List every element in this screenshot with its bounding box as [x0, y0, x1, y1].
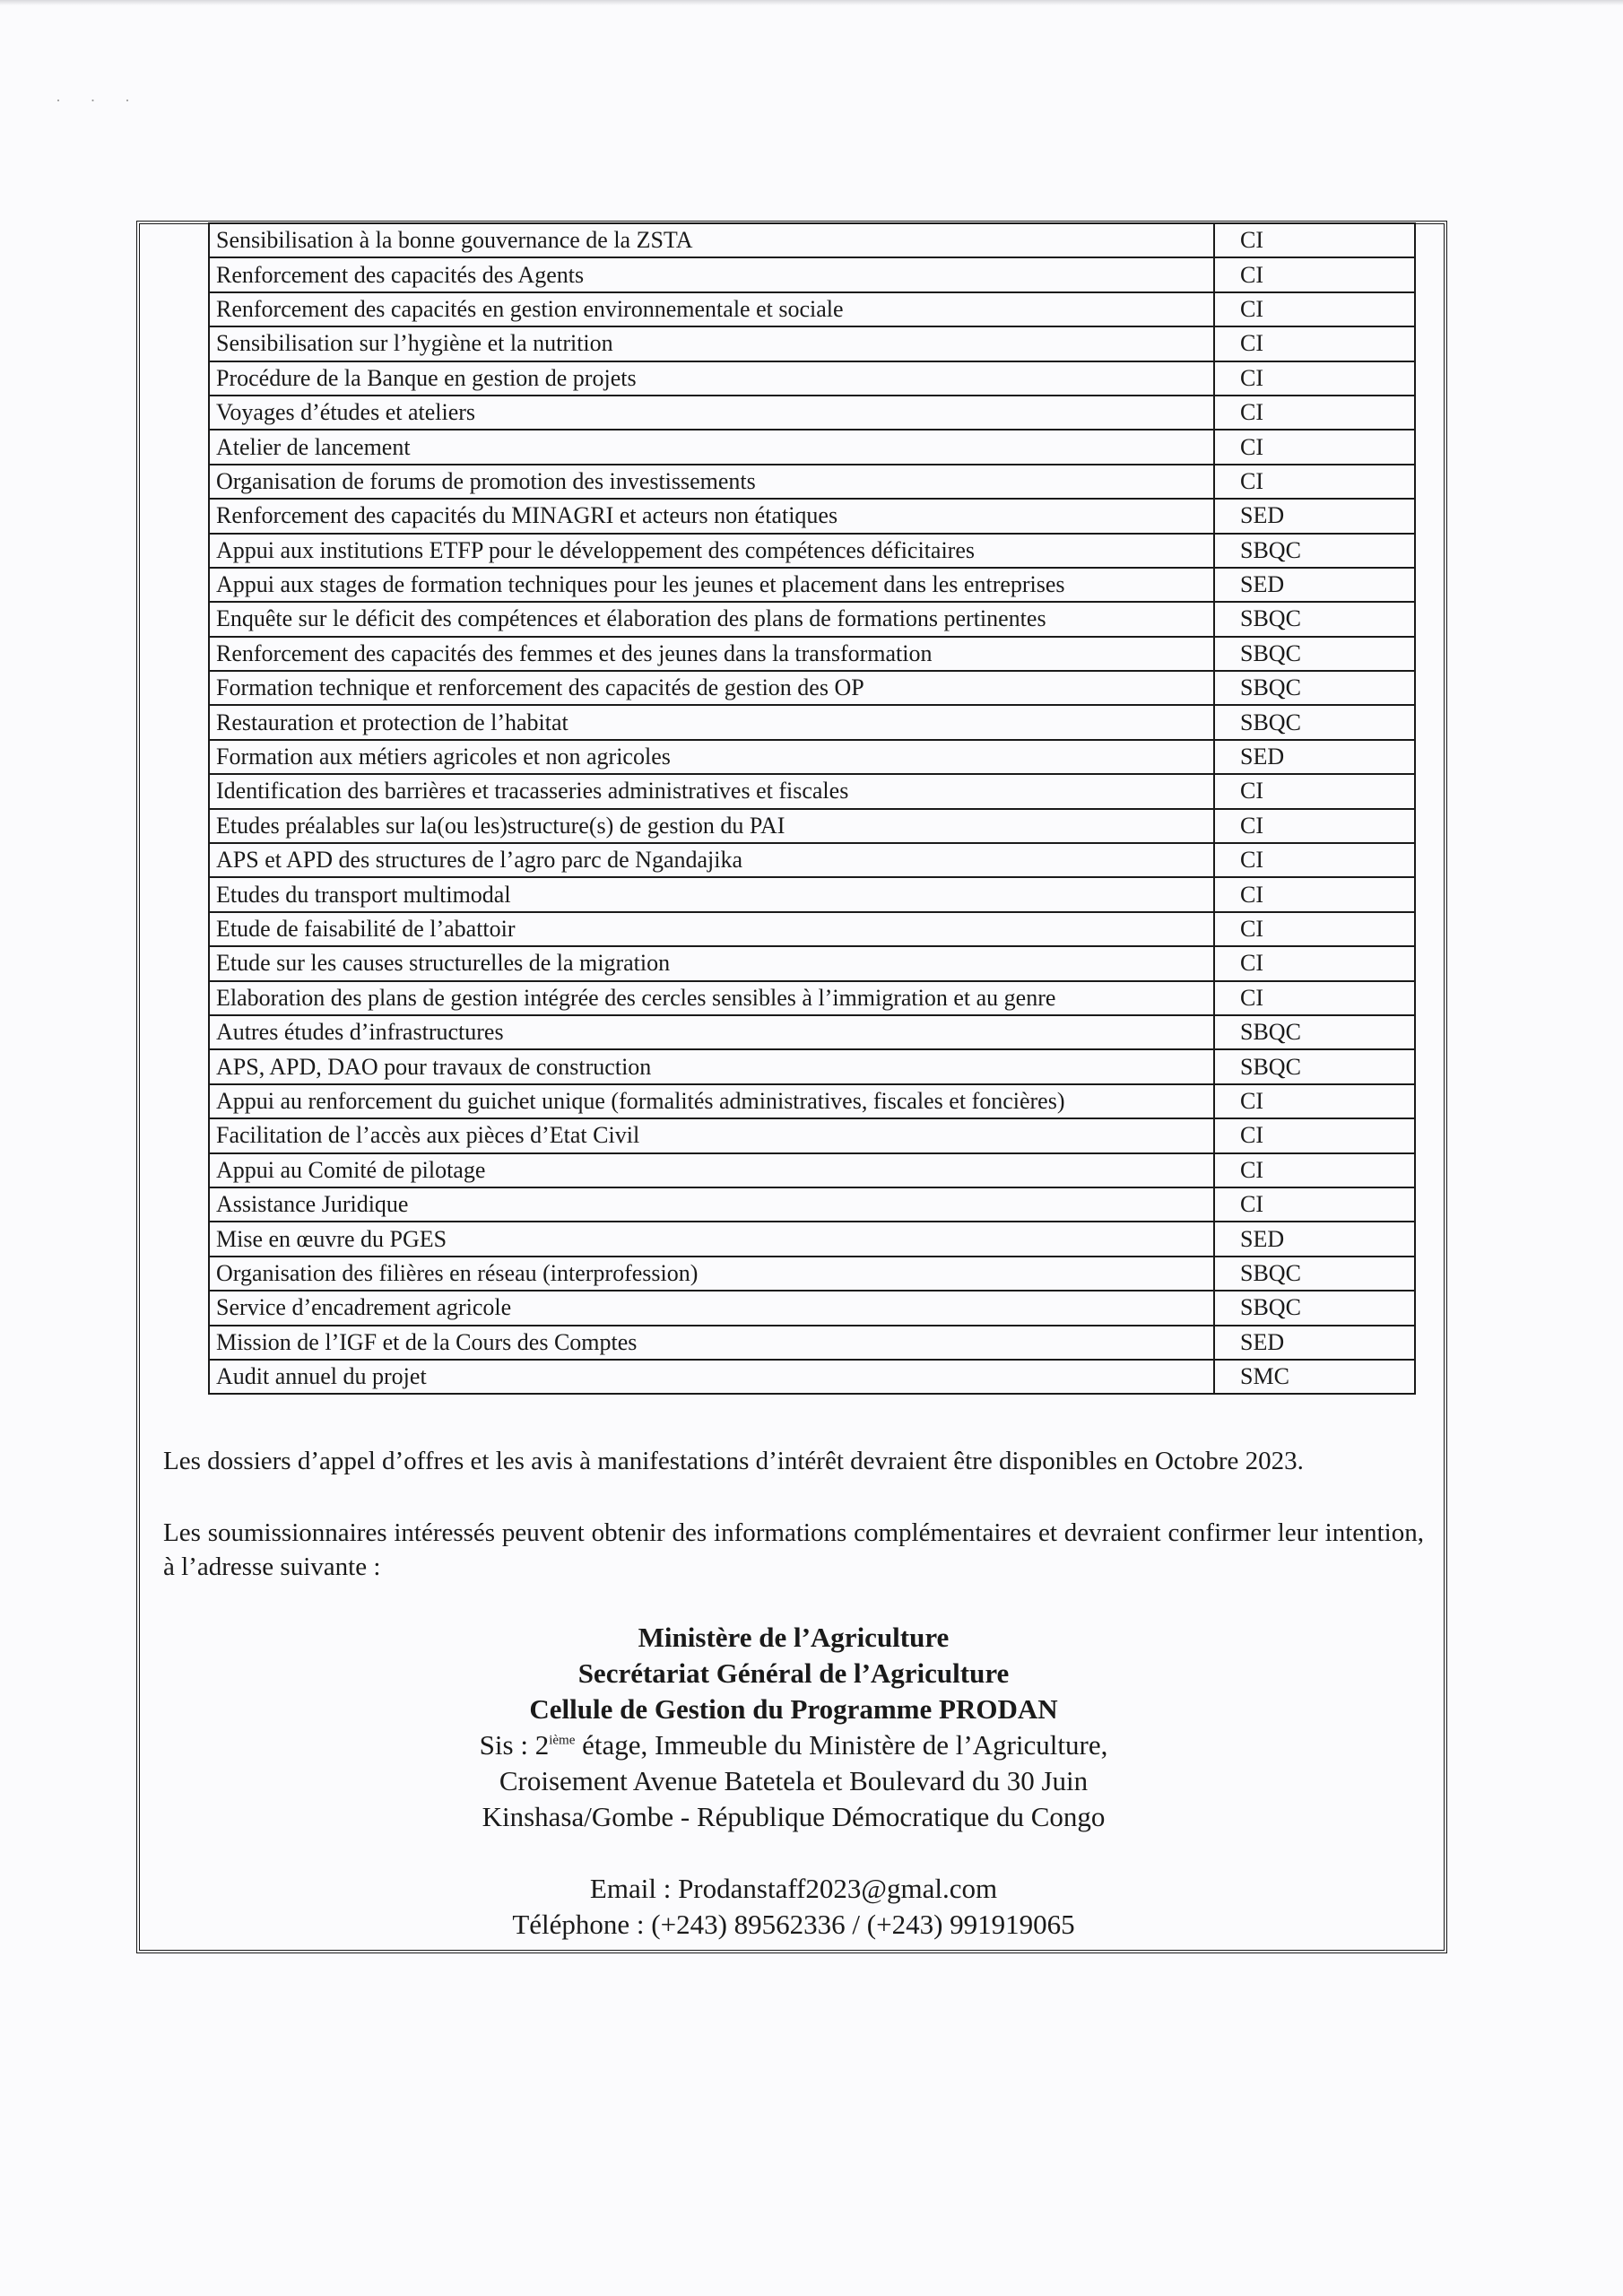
table-row: [209, 499, 1415, 533]
table-row: [209, 981, 1415, 1015]
method-cell: SBQC: [1214, 1257, 1415, 1291]
activity-cell: Restauration et protection de l’habitat: [209, 705, 1214, 739]
table-row: [209, 705, 1415, 739]
table-row: [209, 877, 1415, 911]
table-row: [209, 1187, 1415, 1222]
table-row: [209, 774, 1415, 808]
activity-cell: Autres études d’infrastructures: [209, 1015, 1214, 1049]
activity-cell: Etudes du transport multimodal: [209, 877, 1214, 911]
method-cell: CI: [1214, 430, 1415, 464]
method-cell: CI: [1214, 981, 1415, 1015]
method-cell: CI: [1214, 361, 1415, 396]
table-row: [209, 257, 1415, 291]
address-street: Croisement Avenue Batetela et Boulevard du 30 Juin: [499, 1765, 1089, 1796]
method-cell: CI: [1214, 843, 1415, 877]
table-row: [209, 671, 1415, 705]
table-row: [209, 602, 1415, 636]
table-row: [209, 1153, 1415, 1187]
contact-email[interactable]: Email : Prodanstaff2023@gmal.com: [589, 1873, 998, 1904]
activity-cell: Mise en œuvre du PGES: [209, 1222, 1214, 1256]
method-cell: CI: [1214, 1153, 1415, 1187]
activity-cell: Renforcement des capacités des Agents: [209, 257, 1214, 291]
method-cell: SBQC: [1214, 705, 1415, 739]
method-cell: SED: [1214, 1222, 1415, 1256]
activity-cell: Atelier de lancement: [209, 430, 1214, 464]
method-cell: CI: [1214, 223, 1415, 257]
activity-cell: Appui aux institutions ETFP pour le développement des compétences déficitaires: [209, 534, 1214, 568]
activity-cell: Elaboration des plans de gestion intégrée des cercles sensibles à l’immigration et au genre: [209, 981, 1214, 1015]
table-row: [209, 740, 1415, 774]
table-row: [209, 223, 1415, 257]
method-cell: CI: [1214, 465, 1415, 499]
table-row: [209, 568, 1415, 602]
table-row: [209, 1291, 1415, 1325]
method-cell: SED: [1214, 568, 1415, 602]
table-row: [209, 1257, 1415, 1291]
address-floor-rest: étage, Immeuble du Ministère de l’Agriculture,: [575, 1729, 1108, 1761]
method-cell: SED: [1214, 1326, 1415, 1360]
activity-cell: Appui au Comité de pilotage: [209, 1153, 1214, 1187]
activity-cell: APS, APD, DAO pour travaux de construction: [209, 1049, 1214, 1083]
table-row: [209, 1222, 1415, 1256]
contact-address-block: [163, 1620, 1424, 1943]
method-cell: CI: [1214, 877, 1415, 911]
activity-cell: Facilitation de l’accès aux pièces d’Etat Civil: [209, 1118, 1214, 1152]
method-cell: CI: [1214, 774, 1415, 808]
activity-cell: Voyages d’études et ateliers: [209, 396, 1214, 430]
table-row: [209, 1360, 1415, 1394]
activity-cell: Appui au renforcement du guichet unique (formalités administratives, fiscales et foncières): [209, 1084, 1214, 1118]
activity-cell: Organisation des filières en réseau (interprofession): [209, 1257, 1214, 1291]
method-cell: SBQC: [1214, 602, 1415, 636]
contact-phone[interactable]: Téléphone : (+243) 89562336 / (+243) 991919065: [512, 1909, 1075, 1940]
method-cell: CI: [1214, 1084, 1415, 1118]
address-floor: [163, 1727, 1424, 1763]
table-row: [209, 465, 1415, 499]
activity-cell: Appui aux stages de formation techniques pour les jeunes et placement dans les entreprises: [209, 568, 1214, 602]
table-row: [209, 292, 1415, 326]
scan-noise-marks: · · ·: [56, 91, 143, 109]
method-cell: CI: [1214, 1187, 1415, 1222]
activity-cell: Etude de faisabilité de l’abattoir: [209, 912, 1214, 946]
method-cell: SBQC: [1214, 1015, 1415, 1049]
activity-cell: Mission de l’IGF et de la Cours des Comptes: [209, 1326, 1214, 1360]
table-row: [209, 326, 1415, 361]
table-row: [209, 1326, 1415, 1360]
activity-cell: Organisation de forums de promotion des investissements: [209, 465, 1214, 499]
activity-cell: Formation technique et renforcement des capacités de gestion des OP: [209, 671, 1214, 705]
method-cell: SBQC: [1214, 534, 1415, 568]
table-row: [209, 1015, 1415, 1049]
address-city: Kinshasa/Gombe - République Démocratique du Congo: [482, 1801, 1106, 1832]
availability-notice: Les dossiers d’appel d’offres et les avis à manifestations d’intérêt devraient être disponibles en Octobre 2023.: [163, 1447, 1304, 1475]
method-cell: SBQC: [1214, 1049, 1415, 1083]
activity-cell: Renforcement des capacités du MINAGRI et acteurs non étatiques: [209, 499, 1214, 533]
method-cell: CI: [1214, 257, 1415, 291]
activity-cell: Etude sur les causes structurelles de la migration: [209, 946, 1214, 980]
table-row: [209, 1049, 1415, 1083]
method-cell: SMC: [1214, 1360, 1415, 1394]
table-row: [209, 946, 1415, 980]
table-row: [209, 361, 1415, 396]
activity-cell: Sensibilisation sur l’hygiène et la nutrition: [209, 326, 1214, 361]
scan-edge-shadow: [0, 0, 1623, 5]
procurement-table-container: [208, 222, 1379, 1395]
activity-cell: Renforcement des capacités des femmes et des jeunes dans la transformation: [209, 637, 1214, 671]
activity-cell: Service d’encadrement agricole: [209, 1291, 1214, 1325]
procurement-table-body: [209, 223, 1415, 1394]
table-row: [209, 637, 1415, 671]
address-floor-prefix: Sis : 2: [479, 1729, 550, 1761]
activity-cell: Procédure de la Banque en gestion de projets: [209, 361, 1214, 396]
table-row: [209, 1118, 1415, 1152]
method-cell: SED: [1214, 740, 1415, 774]
method-cell: CI: [1214, 1118, 1415, 1152]
activity-cell: Etudes préalables sur la(ou les)structure(s) de gestion du PAI: [209, 809, 1214, 843]
activity-cell: Enquête sur le déficit des compétences et élaboration des plans de formations pertinentes: [209, 602, 1214, 636]
activity-cell: Audit annuel du projet: [209, 1360, 1214, 1394]
table-row: [209, 912, 1415, 946]
method-cell: CI: [1214, 946, 1415, 980]
activity-cell: Renforcement des capacités en gestion environnementale et sociale: [209, 292, 1214, 326]
method-cell: CI: [1214, 396, 1415, 430]
table-row: [209, 534, 1415, 568]
table-row: [209, 809, 1415, 843]
ministry-name: Ministère de l’Agriculture: [638, 1622, 950, 1653]
activity-cell: Identification des barrières et tracasseries administratives et fiscales: [209, 774, 1214, 808]
contact-intro: Les soumissionnaires intéressés peuvent obtenir des informations complémentaires et devraient confirmer leur intention, à l’adresse suivante :: [163, 1518, 1424, 1581]
activity-cell: Formation aux métiers agricoles et non agricoles: [209, 740, 1214, 774]
method-cell: SBQC: [1214, 671, 1415, 705]
method-cell: SED: [1214, 499, 1415, 533]
procurement-table: [208, 222, 1416, 1395]
activity-cell: Sensibilisation à la bonne gouvernance de la ZSTA: [209, 223, 1214, 257]
method-cell: CI: [1214, 912, 1415, 946]
table-row: [209, 396, 1415, 430]
method-cell: SBQC: [1214, 637, 1415, 671]
address-spacer: [163, 1835, 1424, 1871]
method-cell: SBQC: [1214, 1291, 1415, 1325]
method-cell: CI: [1214, 326, 1415, 361]
method-cell: CI: [1214, 292, 1415, 326]
address-floor-sup: ième: [549, 1733, 576, 1748]
table-row: [209, 430, 1415, 464]
method-cell: CI: [1214, 809, 1415, 843]
secretariat-name: Secrétariat Général de l’Agriculture: [577, 1657, 1010, 1689]
table-row: [209, 1084, 1415, 1118]
cell-name: Cellule de Gestion du Programme PRODAN: [529, 1693, 1058, 1725]
activity-cell: APS et APD des structures de l’agro parc de Ngandajika: [209, 843, 1214, 877]
table-row: [209, 843, 1415, 877]
activity-cell: Assistance Juridique: [209, 1187, 1214, 1222]
